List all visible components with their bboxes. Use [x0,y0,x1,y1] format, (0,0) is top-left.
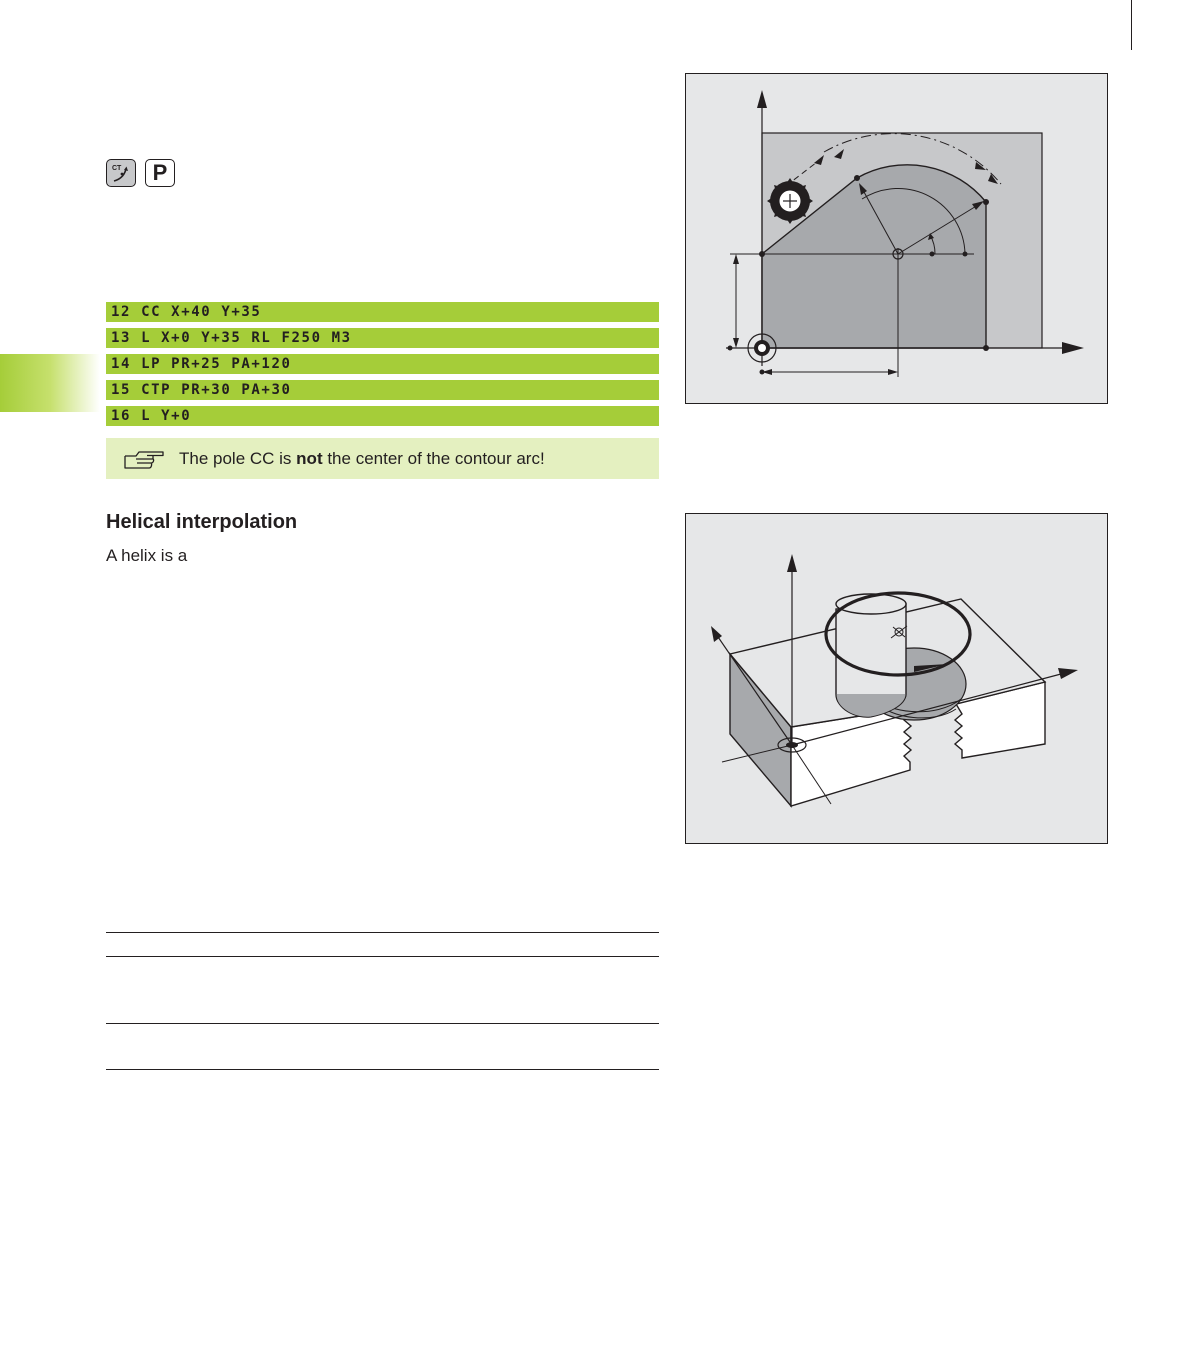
section-heading: Helical interpolation [106,511,298,533]
note-text-before: The pole CC is [179,449,297,468]
x-axis-arrow [1062,342,1084,354]
p-key [145,159,175,187]
nc-block-line: 15 CTP PR+30 PA+30 [106,380,659,400]
z-axis-arrow [787,554,797,572]
key-sequence [106,159,175,187]
table-rule [106,932,659,933]
nc-block-line: 12 CC X+40 Y+35 [106,302,659,322]
note-box [106,438,659,479]
nc-block-line: 14 LP PR+25 PA+120 [106,354,659,374]
note-text [179,449,545,469]
helix-drawing [686,514,1109,845]
note-text-bold: not [296,449,323,468]
x-axis-arrow [1058,668,1078,679]
table-rule [106,956,659,957]
ct-key-label: CT [112,165,122,172]
page-margin-line [1131,0,1132,50]
p-key-label: P [152,160,168,185]
pointing-hand-icon [123,449,167,471]
helix-figure [685,513,1108,844]
nc-block-line: 16 L Y+0 [106,406,659,426]
table-rule [106,1069,659,1070]
note-text-after: the center of the contour arc! [322,449,545,468]
polar-contour-figure [685,73,1108,404]
table-rule [106,1023,659,1024]
polar-tangential-arc-icon [108,161,134,185]
intro-paragraph: A helix is a [106,546,188,565]
ct-key [106,159,136,187]
y-axis-arrow [757,90,767,108]
chapter-thumb-tab [0,354,100,412]
polar-contour-drawing [686,74,1109,405]
nc-block-line: 13 L X+0 Y+35 RL F250 M3 [106,328,659,348]
